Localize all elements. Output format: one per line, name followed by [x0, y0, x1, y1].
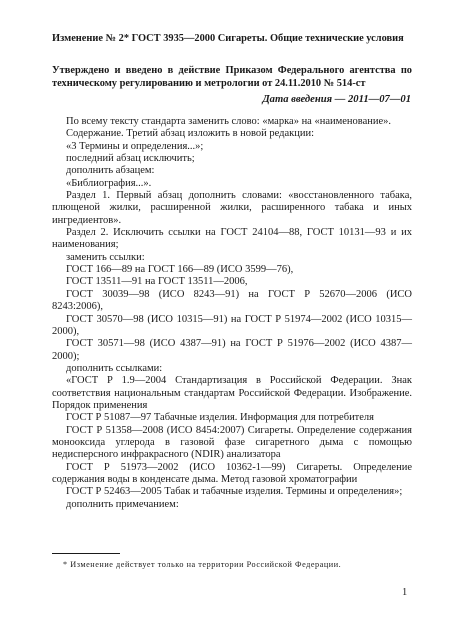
- paragraph: заменить ссылки:: [66, 251, 145, 263]
- effective-date: Дата введения — 2011—07—01: [262, 94, 411, 105]
- reference-item: ГОСТ Р 51358—2008 (ИСО 8454:2007) Сигареты. Определение содержания монооксида углерода в газовой фазе сигаретного дыма с помощью недисперсного инфракрасного (NDIR) анализатора: [52, 424, 412, 461]
- footnote-separator: [52, 553, 120, 554]
- paragraph: Раздел 1. Первый абзац дополнить словами: «восстановленного табака, плющеной жилки, расширенной жилки, расширенного табака и иных ингредиентов».: [52, 190, 412, 226]
- paragraph: Содержание. Третий абзац изложить в новой редакции:: [66, 128, 315, 140]
- paragraph: дополнить абзацем:: [66, 165, 155, 177]
- reference-item: ГОСТ 166—89 на ГОСТ 166—89 (ИСО 3599—76),: [66, 264, 294, 276]
- reference-item: ГОСТ Р 51087—97 Табачные изделия. Информация для потребителя: [66, 412, 375, 424]
- paragraph: По всему тексту стандарта заменить слово: «марка» на «наименование».: [66, 116, 392, 127]
- reference-item: ГОСТ Р 51973—2002 (ИСО 10362-1—99) Сигареты. Определение содержания воды в конденсате дыма. Метод газовой хроматографии: [52, 461, 412, 485]
- paragraph: «3 Термины и определения...»;: [66, 140, 204, 152]
- paragraph: Раздел 2. Исключить ссылки на ГОСТ 24104—88, ГОСТ 10131—93 и их наименования;: [52, 227, 412, 251]
- footnote: * Изменение действует только на территории Российской Федерации.: [63, 560, 342, 569]
- reference-item: ГОСТ 30571—98 (ИСО 4387—91) на ГОСТ Р 51976—2002 (ИСО 4387—2000);: [52, 338, 412, 362]
- paragraph: дополнить примечанием:: [66, 498, 179, 510]
- approval-statement: Утверждено и введено в действие Приказом Федерального агентства по техническому регулированию и метрологии от 24.11.2010 № 514-ст: [52, 65, 412, 89]
- reference-item: ГОСТ 30570—98 (ИСО 10315—91) на ГОСТ Р 51974—2002 (ИСО 10315—2000),: [52, 313, 412, 337]
- paragraph: «Библиография...».: [66, 177, 152, 189]
- reference-item: «ГОСТ Р 1.9—2004 Стандартизация в Российской Федерации. Знак соответствия национальным стандартам Российской Федерации. Изображение. Порядок применения: [52, 375, 412, 411]
- reference-item: ГОСТ 30039—98 (ИСО 8243—91) на ГОСТ Р 52670—2006 (ИСО 8243:2006),: [52, 288, 412, 313]
- page-number: 1: [402, 587, 408, 598]
- amendment-body: [52, 116, 412, 511]
- paragraph: дополнить ссылками:: [66, 362, 163, 374]
- amendment-title: Изменение № 2* ГОСТ 3935—2000 Сигареты. Общие технические условия: [52, 33, 404, 44]
- reference-item: ГОСТ 13511—91 на ГОСТ 13511—2006,: [66, 276, 248, 288]
- reference-item: ГОСТ Р 52463—2005 Табак и табачные изделия. Термины и определения»;: [66, 486, 403, 498]
- paragraph: последний абзац исключить;: [66, 153, 195, 165]
